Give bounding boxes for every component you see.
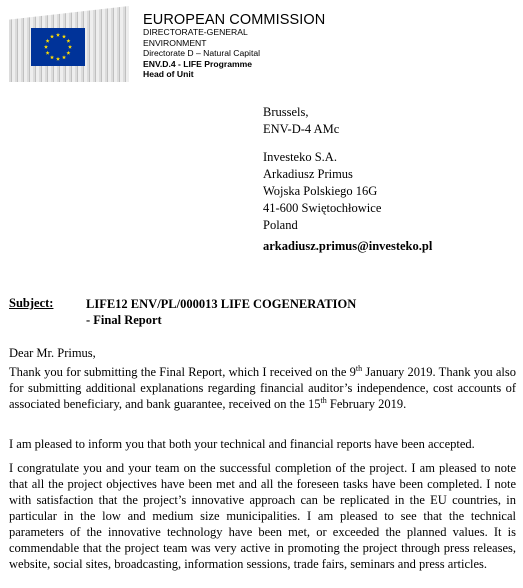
- reference: ENV-D-4 AMc: [263, 122, 340, 136]
- p1-part-b: January 2019. Thank you also for submitting additional explanations regarding financial auditor’s independence, cost accounts of associated beneficiary, and bank guarantee, received on the 15: [9, 365, 516, 411]
- p1-part-c: February 2019.: [326, 397, 407, 411]
- eu-star-icon: [46, 39, 50, 43]
- letterhead: [143, 13, 325, 80]
- dg-line-2: ENVIRONMENT: [143, 37, 207, 48]
- subject-label: Subject:: [9, 296, 54, 310]
- recipient-person: Arkadiusz Primus: [263, 167, 353, 181]
- paragraph-2: I am pleased to inform you that both your technical and financial reports have been accepted.: [9, 437, 475, 451]
- p1-part-a: Thank you for submitting the Final Report, which I received on the 9: [9, 365, 356, 379]
- subject-text: [86, 296, 356, 328]
- eu-star-icon: [50, 34, 54, 38]
- eu-star-icon: [56, 33, 60, 37]
- city: Brussels,: [263, 105, 309, 119]
- sender-block: [263, 104, 339, 138]
- recipient-street: Wojska Polskiego 16G: [263, 184, 378, 198]
- eu-star-icon: [46, 51, 50, 55]
- eu-star-icon: [66, 39, 70, 43]
- eu-star-icon: [44, 45, 48, 49]
- p1-superscript-2: th: [320, 395, 327, 405]
- recipient-address: [263, 149, 381, 234]
- recipient-country: Poland: [263, 218, 298, 232]
- role: Head of Unit: [143, 69, 194, 80]
- unit: ENV.D.4 - LIFE Programme: [143, 58, 253, 69]
- salutation: Dear Mr. Primus,: [9, 346, 96, 360]
- paragraph-3: I congratulate you and your team on the successful completion of the project. I am pleased to note that all the project objectives have been met and all the foreseen tasks have been completed. I note with satisfaction that the project’s innovative approach can be replicated in the EU countries, in particular in the low and medium size municipalities. I am pleased to see that the technical parameters of the innovative technology have been met, or exceeded the planned values. It is commendable that the project team was very active in promoting the project through press releases, website, social sites, broadcasting, information sessions, trade fairs, seminars and press articles.: [9, 461, 516, 571]
- recipient-postcode-city: 41-600 Swiętochłowice: [263, 201, 382, 215]
- subject-line-2: - Final Report: [86, 313, 162, 327]
- eu-star-icon: [50, 55, 54, 59]
- recipient-company: Investeko S.A.: [263, 150, 337, 164]
- recipient-email[interactable]: arkadiusz.primus@investeko.pl: [263, 239, 433, 253]
- dg-line-1: DIRECTORATE-GENERAL: [143, 27, 248, 37]
- eu-star-icon: [62, 55, 66, 59]
- eu-stars-icon: [31, 28, 85, 66]
- eu-star-icon: [68, 45, 72, 49]
- eu-star-icon: [66, 51, 70, 55]
- subject-line-1: LIFE12 ENV/PL/000013 LIFE COGENERATION: [86, 297, 357, 311]
- paragraph-1: [9, 364, 516, 412]
- p1-superscript-1: th: [355, 363, 363, 373]
- european-commission-logo: [9, 6, 129, 82]
- eu-star-icon: [62, 34, 66, 38]
- eu-flag-icon: [31, 28, 85, 66]
- eu-star-icon: [56, 57, 60, 61]
- organization-name: EUROPEAN COMMISSION: [143, 12, 326, 28]
- directorate: Directorate D – Natural Capital: [143, 48, 261, 59]
